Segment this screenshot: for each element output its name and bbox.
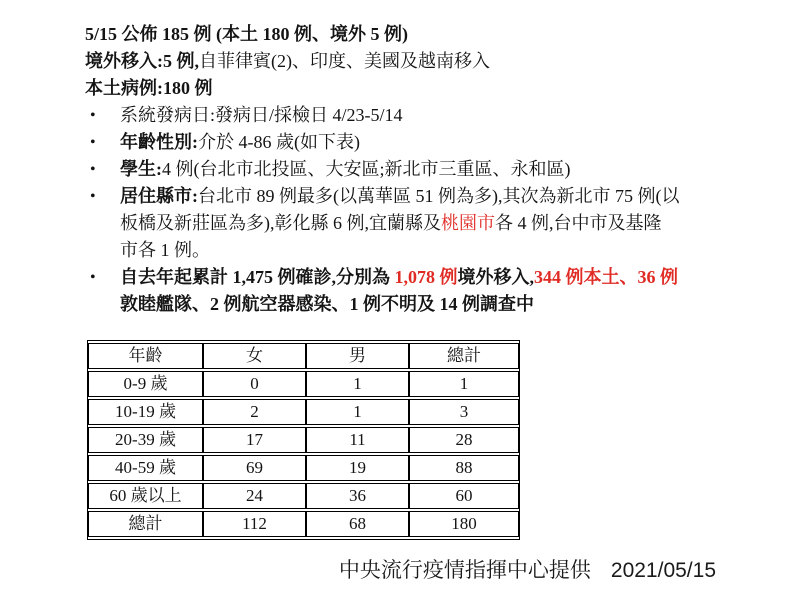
text-segment: 自去年起累計 1,475 例確診,分別為 [120,267,395,287]
table-row [88,483,519,509]
table-header-cell: 總計 [409,343,519,369]
bullet-list [85,102,792,318]
table-row [88,399,519,425]
table-cell: 69 [203,455,306,481]
text-segment: 境外移入:5 例, [85,51,199,71]
text-segment: 桃園市 [441,213,495,233]
table-cell: 0 [203,371,306,397]
table-cell: 60 [409,483,519,509]
text-segment: 4 例(台北市北投區、大安區;新北市三重區、永和區) [162,159,571,179]
table-cell: 36 [306,483,409,509]
text-segment: 年齡性別: [120,132,198,152]
text-segment: 敦睦艦隊、2 例航空器感染、1 例不明及 14 例調查中 [120,294,534,314]
text-line [85,129,792,156]
text-segment: 各 4 例,台中市及基隆 [495,213,662,233]
text-segment: 市各 1 例。 [120,240,210,260]
table-body [88,371,519,537]
bullet-item [85,102,792,129]
table-cell: 17 [203,427,306,453]
text-segment: 本土病例:180 例 [85,78,213,98]
text-line [85,156,792,183]
text-segment: 344 例本土、36 例 [534,267,678,287]
text-line [85,264,792,291]
table-row [88,427,519,453]
table-cell: 11 [306,427,409,453]
text-line [85,102,792,129]
table-cell: 28 [409,427,519,453]
footer-date: 2021/05/15 [610,559,716,582]
bullet-item [85,264,792,318]
bullet-item [85,129,792,156]
text-segment: 自菲律賓(2)、印度、美國及越南移入 [199,51,490,71]
table-cell: 88 [409,455,519,481]
table-cell: 20-39 歲 [88,427,203,453]
text-line [85,21,792,48]
bullet-item [85,183,792,264]
intro-lines [85,21,792,102]
table-cell: 10-19 歲 [88,399,203,425]
table-cell: 24 [203,483,306,509]
text-segment: 介於 4-86 歲(如下表) [198,132,360,152]
text-segment: 學生: [120,159,162,179]
text-segment: 5/15 公佈 185 例 (本土 180 例、境外 5 例) [85,24,408,44]
text-line [85,237,792,264]
table-row [88,371,519,397]
table-cell: 112 [203,511,306,537]
table-header-row-container [88,343,519,369]
text-segment: 板橋及新莊區為多),彰化縣 6 例,宜蘭縣及 [120,213,441,233]
text-line [85,75,792,102]
text-segment: 居住縣市: [120,186,198,206]
text-line [85,48,792,75]
table-cell: 1 [306,399,409,425]
table-cell: 40-59 歲 [88,455,203,481]
table-header-cell: 女 [203,343,306,369]
table-cell: 3 [409,399,519,425]
table-cell: 1 [409,371,519,397]
text-segment: 系統發病日:發病日/採檢日 4/23-5/14 [120,105,403,125]
table-cell: 2 [203,399,306,425]
footer-source: 中央流行疫情指揮中心提供 [338,559,591,582]
table-row [88,511,519,537]
table-row [88,455,519,481]
text-segment: 台北市 89 例最多(以萬華區 51 例為多),其次為新北市 75 例(以 [198,186,680,206]
text-line [85,183,792,210]
table-cell: 1 [306,371,409,397]
table-cell: 180 [409,511,519,537]
table-cell: 總計 [88,511,203,537]
bullet-item [85,156,792,183]
text-segment: 境外移入, [457,267,534,287]
table-header-cell: 年齡 [88,343,203,369]
table-cell: 68 [306,511,409,537]
table-cell: 0-9 歲 [88,371,203,397]
footer-credit [85,554,792,584]
text-line [85,291,792,318]
table-cell: 60 歲以上 [88,483,203,509]
text-line [85,210,792,237]
age-gender-table [87,340,520,540]
table-header-cell: 男 [306,343,409,369]
table-cell: 19 [306,455,409,481]
table-header-row [88,343,519,369]
text-segment: 1,078 例 [394,267,458,287]
